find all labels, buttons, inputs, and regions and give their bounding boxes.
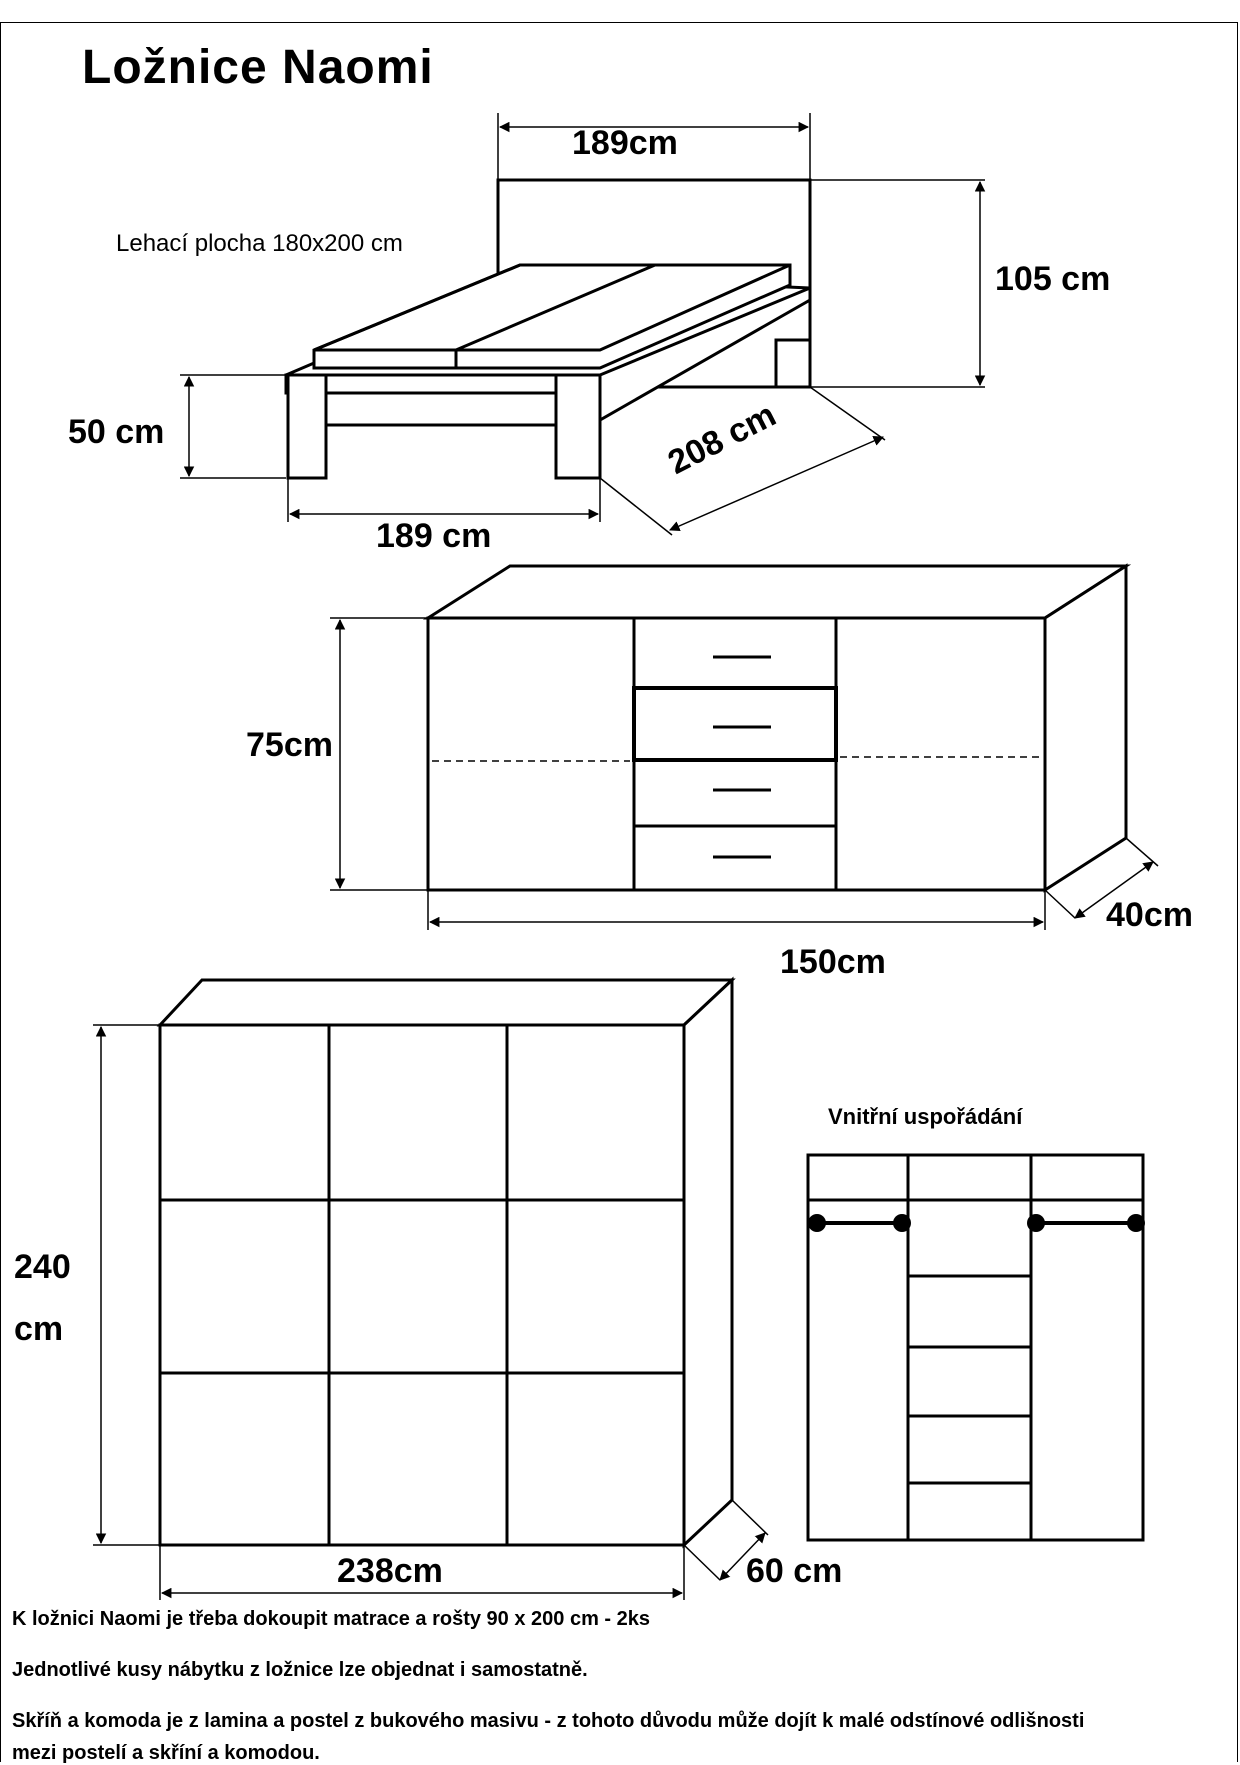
dresser-drawing xyxy=(428,566,1126,890)
footer-note-material-cont: mezi postelí a skříní a komodou. xyxy=(12,1742,320,1764)
wardrobe-depth-label: 60 cm xyxy=(746,1552,843,1590)
wardrobe-width-label: 238cm xyxy=(337,1552,443,1590)
dresser-depth-label: 40cm xyxy=(1106,896,1193,934)
wardrobe-height-unit-label: cm xyxy=(14,1310,64,1348)
bed-width-top-label: 189cm xyxy=(572,124,678,162)
dresser-front xyxy=(428,618,1045,890)
dresser-side xyxy=(1045,566,1126,890)
wardrobe-height-label: 240 xyxy=(14,1248,71,1286)
wardrobe-drawing xyxy=(160,980,732,1545)
bed-length-label: 208 cm xyxy=(662,395,783,482)
wardrobe-side xyxy=(684,980,732,1545)
bed-width-bottom-label: 189 cm xyxy=(376,517,492,555)
interior-layout-heading: Vnitřní uspořádání xyxy=(828,1104,1023,1129)
bed-sleeping-area-note: Lehací plocha 180x200 cm xyxy=(116,230,403,257)
bed-leg-height-label: 50 cm xyxy=(68,413,165,451)
footer-note-material: Skříň a komoda je z lamina a postel z bukového masivu - z tohoto důvodu může dojít k malé odstínové odlišnosti xyxy=(12,1710,1085,1732)
wardrobe-front xyxy=(160,1025,684,1545)
dresser-width-label: 150cm xyxy=(780,943,886,981)
wardrobe-interior-drawing xyxy=(808,1155,1143,1540)
page-title: Ložnice Naomi xyxy=(82,41,434,94)
dresser-height-label: 75cm xyxy=(246,726,333,764)
footer-note-separate-order: Jednotlivé kusy nábytku z ložnice lze objednat i samostatně. xyxy=(12,1659,588,1681)
wardrobe-top xyxy=(160,980,732,1025)
footer-note-mattresses: K ložnici Naomi je třeba dokoupit matrace a rošty 90 x 200 cm - 2ks xyxy=(12,1608,651,1630)
dresser-top xyxy=(428,566,1126,618)
bed-height-label: 105 cm xyxy=(995,260,1111,298)
